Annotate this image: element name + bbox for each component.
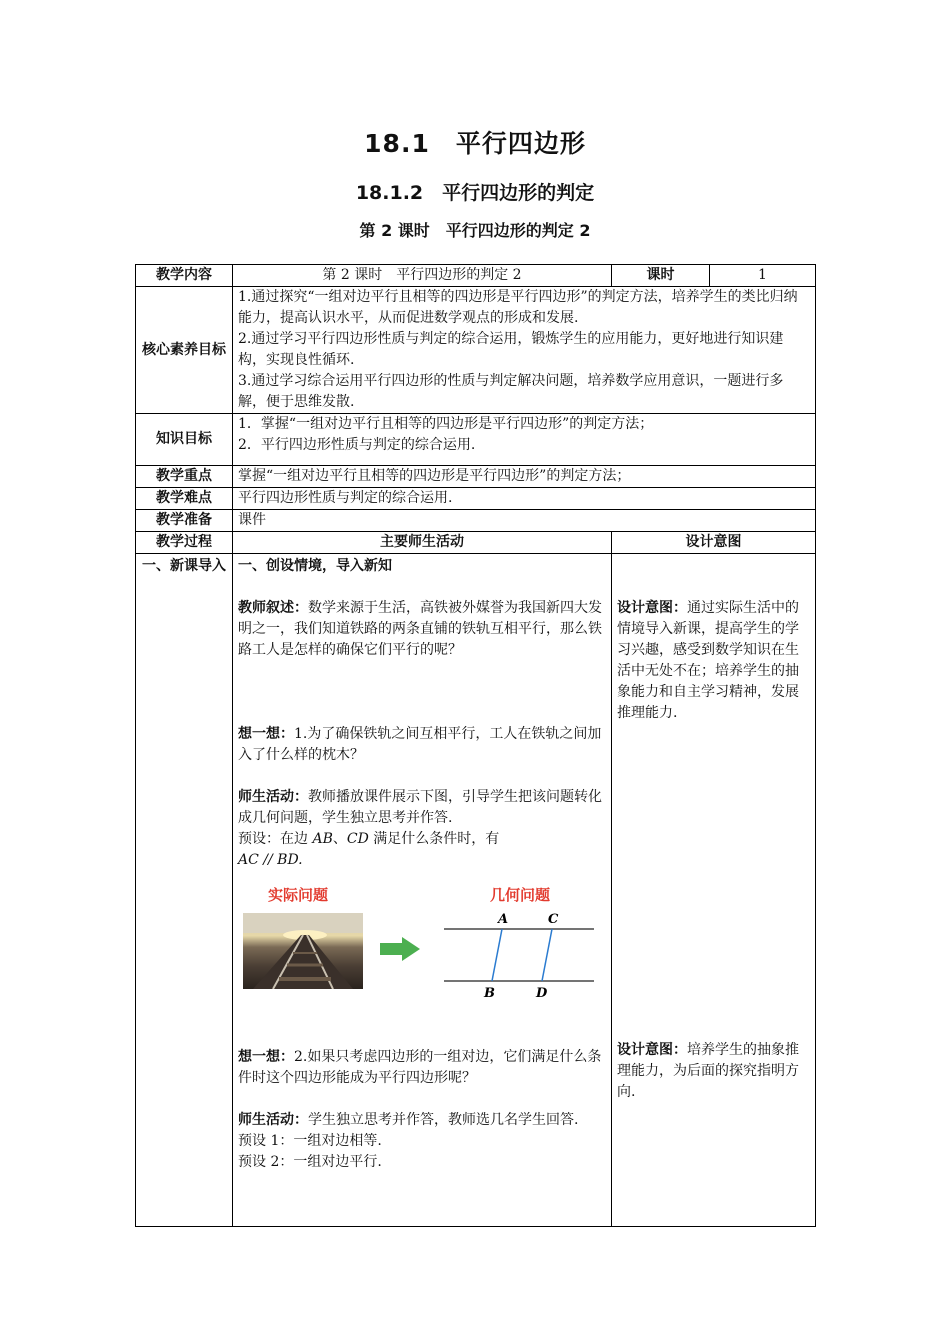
preset-question: 预设：在边 AB、CD 满足什么条件时，有 bbox=[238, 831, 500, 847]
hours-label: 课时 bbox=[612, 265, 710, 287]
arrow-right-icon bbox=[380, 937, 420, 968]
railway-photo bbox=[243, 913, 363, 989]
teacher-narration: 教师叙述：数学来源于生活，高铁被外媒誉为我国新四大发明之一，我们知道铁路的两条直铺的铁轨互相平行，那么铁路工人是怎样的确保它们平行的呢？ bbox=[238, 600, 602, 658]
knowledge-item: 2．平行四边形性质与判定的综合运用. bbox=[238, 437, 476, 453]
geometry-diagram bbox=[440, 905, 600, 1012]
prep-value: 课件 bbox=[233, 510, 816, 532]
key-value: 掌握“一组对边平行且相等的四边形是平行四边形”的判定方法； bbox=[233, 466, 816, 488]
key-label: 教学重点 bbox=[136, 466, 233, 488]
hours-value: 1 bbox=[710, 265, 816, 287]
difficulty-value: 平行四边形性质与判定的综合运用. bbox=[233, 488, 816, 510]
think-one: 想一想：1.为了确保铁轨之间互相平行，工人在铁轨之间加入了什么样的枕木？ bbox=[238, 726, 602, 763]
activity-heading: 一、创设情境，导入新知 bbox=[238, 558, 392, 574]
intent-two: 设计意图：培养学生的抽象推理能力，为后面的探究指明方向. bbox=[617, 1042, 800, 1100]
geometry-problem-label: 几何问题 bbox=[490, 886, 551, 904]
core-item: 3.通过学习综合运用平行四边形的性质与判定解决问题，培养数学应用意识，一题进行多解，便于思维发散. bbox=[238, 373, 784, 410]
intent-header: 设计意图 bbox=[612, 532, 816, 554]
knowledge-label: 知识目标 bbox=[136, 414, 233, 466]
process-label: 教学过程 bbox=[136, 532, 233, 554]
lesson-title: 第 2 课时 平行四边形的判定 2 bbox=[359, 221, 591, 240]
core-item: 1.通过探究“一组对边平行且相等的四边形是平行四边形”的判定方法，培养学生的类比归纳能力，提高认识水平，从而促进数学观点的形成和发展. bbox=[238, 289, 798, 326]
activity-two: 师生活动：学生独立思考并作答，教师选几名学生回答. bbox=[238, 1112, 579, 1128]
activity-cell bbox=[233, 554, 612, 1227]
content-value: 第 2 课时 平行四边形的判定 2 bbox=[233, 265, 612, 287]
think-two: 想一想：2.如果只考虑四边形的一组对边，它们满足什么条件时这个四边形能成为平行四边形呢？ bbox=[238, 1049, 602, 1086]
core-item: 2.通过学习平行四边形性质与判定的综合运用，锻炼学生的应用能力，更好地进行知识建构，实现良性循环. bbox=[238, 331, 784, 368]
intent-one: 设计意图：通过实际生活中的情境导入新课，提高学生的学习兴趣，感受到数学知识在生活中无处不在；培养学生的抽象能力和自主学习精神，发展推理能力. bbox=[617, 600, 800, 721]
difficulty-label: 教学难点 bbox=[136, 488, 233, 510]
page-title: 18.1 平行四边形 bbox=[364, 129, 586, 158]
prep-label: 教学准备 bbox=[136, 510, 233, 532]
preset-two: 预设 2：一组对边平行. bbox=[238, 1154, 382, 1170]
activity-header: 主要师生活动 bbox=[233, 532, 612, 554]
point-c-label: C bbox=[548, 912, 559, 927]
core-label: 核心素养目标 bbox=[136, 287, 233, 414]
activity-one: 师生活动：教师播放课件展示下图，引导学生把该问题转化成几何问题，学生独立思考并作答. bbox=[238, 789, 602, 826]
preset-question-line2: AC // BD. bbox=[238, 852, 303, 868]
point-a-label: A bbox=[498, 912, 509, 927]
preset-one: 预设 1：一组对边相等. bbox=[238, 1133, 382, 1149]
problem-figure bbox=[240, 885, 600, 1005]
point-b-label: B bbox=[484, 986, 495, 1001]
real-problem-label: 实际问题 bbox=[268, 886, 329, 904]
core-goals bbox=[233, 287, 816, 414]
section-title: 18.1.2 平行四边形的判定 bbox=[355, 182, 595, 204]
lesson-plan-table bbox=[135, 264, 816, 1227]
knowledge-goals bbox=[233, 414, 816, 466]
point-d-label: D bbox=[536, 986, 548, 1001]
intent-cell bbox=[612, 554, 816, 1227]
knowledge-item: 1．掌握“一组对边平行且相等的四边形是平行四边形”的判定方法； bbox=[238, 416, 654, 432]
stage-label: 一、新课导入 bbox=[136, 554, 233, 1227]
content-label: 教学内容 bbox=[136, 265, 233, 287]
